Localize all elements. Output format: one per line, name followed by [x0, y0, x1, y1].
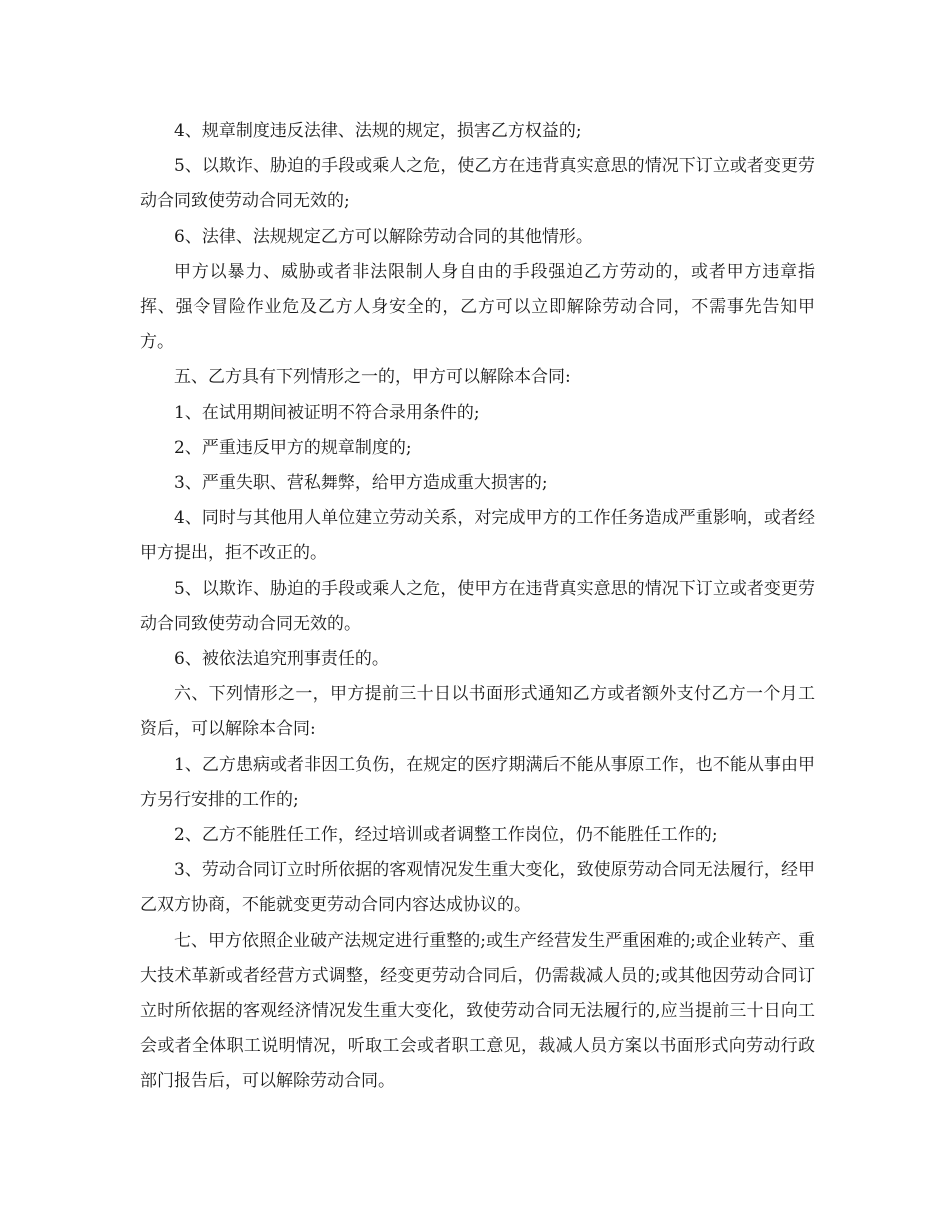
paragraph-item-5: 5、以欺诈、胁迫的手段或乘人之危，使乙方在违背真实意思的情况下订立或者变更劳动合同致使劳动合同无效的; [140, 156, 815, 212]
section-six-item-1: 1、乙方患病或者非因工负伤，在规定的医疗期满后不能从事原工作，也不能从事由甲方另行安排的工作的; [140, 754, 815, 810]
section-five-item-1: 1、在试用期间被证明不符合录用条件的; [174, 402, 480, 423]
document-page [140, 114, 815, 1100]
paragraph-violence-clause: 甲方以暴力、威胁或者非法限制人身自由的手段强迫乙方劳动的，或者甲方违章指挥、强令冒险作业危及乙方人身安全的，乙方可以立即解除劳动合同，不需事先告知甲方。 [140, 261, 815, 353]
section-five-item-6: 6、被依法追究刑事责任的。 [174, 649, 389, 670]
paragraph-item-6: 6、法律、法规规定乙方可以解除劳动合同的其他情形。 [174, 226, 593, 247]
section-five-heading: 五、乙方具有下列情形之一的，甲方可以解除本合同: [174, 367, 571, 388]
section-five-item-2: 2、严重违反甲方的规章制度的; [174, 437, 412, 458]
section-seven-paragraph: 七、甲方依照企业破产法规定进行重整的;或生产经营发生严重困难的;或企业转产、重大技术革新或者经营方式调整，经变更劳动合同后，仍需裁减人员的;或其他因劳动合同订立时所依据的客观经济情况发生重大变化，致使劳动合同无法履行的,应当提前三十日向工会或者全体职工说明情况，听取工会或者职工意见，裁减人员方案以书面形式向劳动行政部门报告后，可以解除劳动合同。 [140, 930, 815, 1092]
paragraph-item-4: 4、规章制度违反法律、法规的规定，损害乙方权益的; [174, 121, 582, 141]
section-six-item-3: 3、劳动合同订立时所依据的客观情况发生重大变化，致使原劳动合同无法履行，经甲乙双方协商，不能就变更劳动合同内容达成协议的。 [140, 860, 815, 916]
section-six-heading: 六、下列情形之一，甲方提前三十日以书面形式通知乙方或者额外支付乙方一个月工资后，可以解除本合同: [140, 684, 815, 740]
section-five-item-4: 4、同时与其他用人单位建立劳动关系，对完成甲方的工作任务造成严重影响，或者经甲方提出，拒不改正的。 [140, 508, 815, 564]
section-five-item-3: 3、严重失职、营私舞弊，给甲方造成重大损害的; [174, 473, 548, 494]
section-five-item-5: 5、以欺诈、胁迫的手段或乘人之危，使甲方在违背真实意思的情况下订立或者变更劳动合同致使劳动合同无效的。 [140, 578, 815, 634]
section-six-item-2: 2、乙方不能胜任工作，经过培训或者调整工作岗位，仍不能胜任工作的; [174, 825, 718, 846]
